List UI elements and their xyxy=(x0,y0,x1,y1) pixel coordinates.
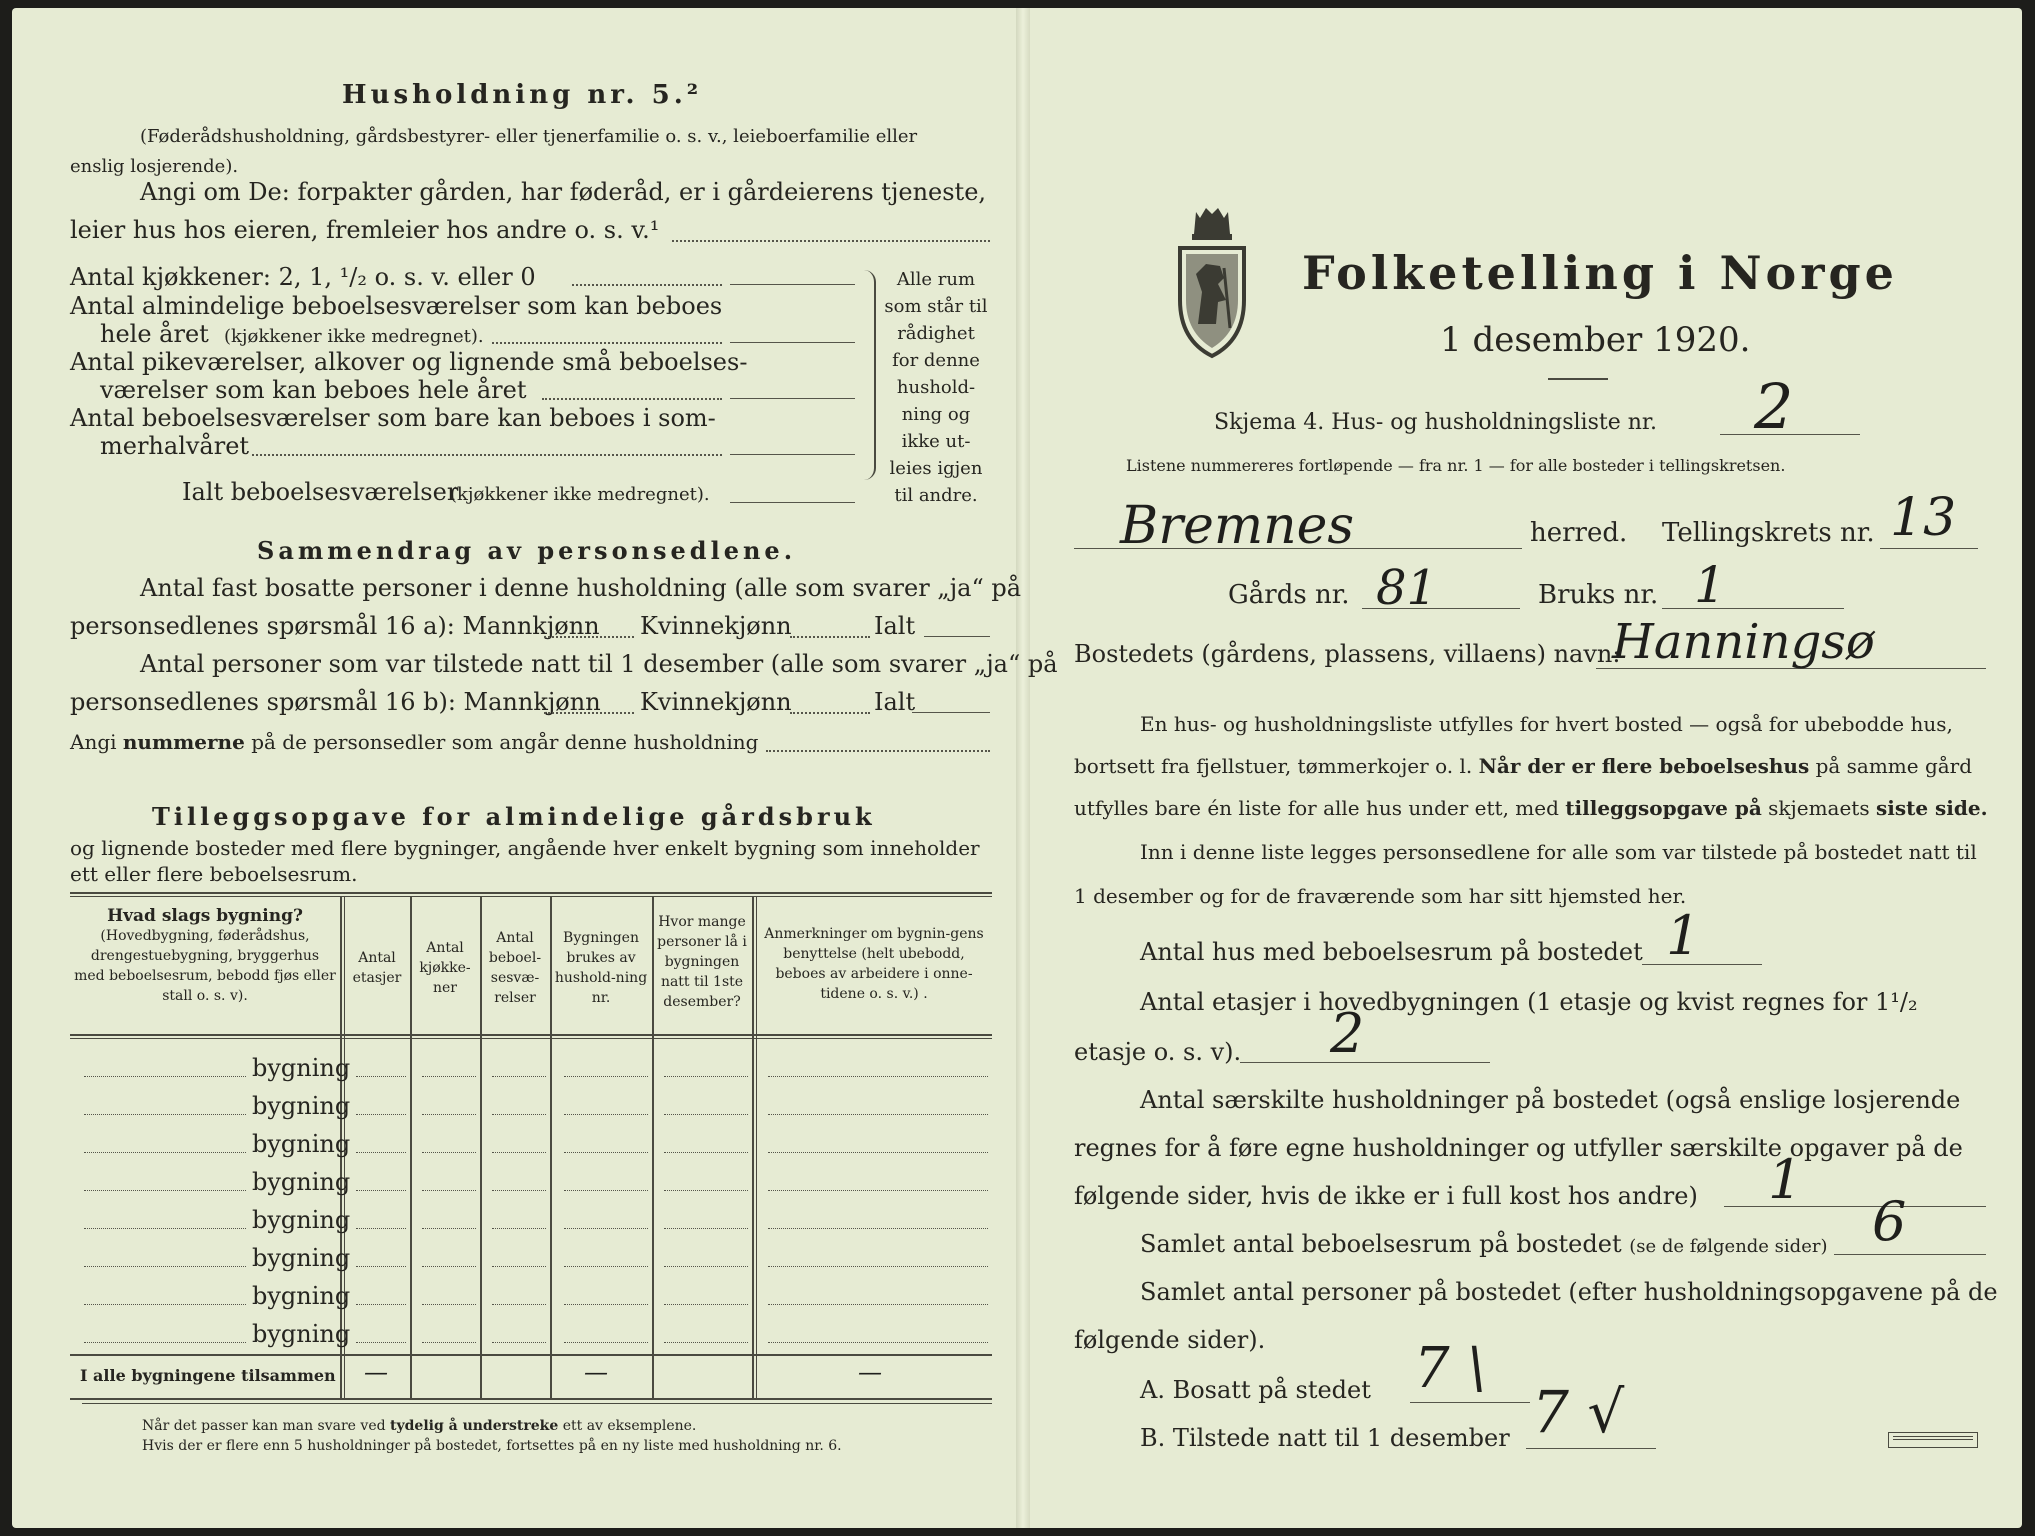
resident-female-field[interactable] xyxy=(790,636,870,638)
household-title: Husholdning nr. 5.² xyxy=(342,80,703,110)
resident-value: 7 \ xyxy=(1414,1336,1487,1401)
header-kitchens: Antal kjøkke-ner xyxy=(419,940,471,996)
tellingskrets-field[interactable] xyxy=(1880,548,1978,549)
summer-rooms-line2: merhalvåret xyxy=(100,432,250,460)
present-total-field[interactable] xyxy=(912,712,990,713)
instructions-line2: bortsett fra fjellstuer, tømmerkojer o. l. Når der er flere beboelseshus på samme gård xyxy=(1074,754,1973,778)
total-rooms-answer-line[interactable] xyxy=(730,502,855,503)
printer-stamp xyxy=(1888,1432,1978,1448)
total-rooms-bosted-label: Samlet antal beboelsesrum på bostedet (se de følgende sider) xyxy=(1140,1230,1828,1258)
total-rooms-bosted-value: 6 xyxy=(1872,1190,1907,1253)
bruks-value: 1 xyxy=(1694,556,1726,614)
resident-label: A. Bosatt på stedet xyxy=(1140,1376,1371,1404)
persons-line1: Samlet antal personer på bostedet (efter husholdningsopgavene på de xyxy=(1140,1278,1998,1306)
ordinary-rooms-note: (kjøkkener ikke medregnet). xyxy=(224,326,484,347)
bosted-label: Bostedets (gårdens, plassens, villaens) navn: xyxy=(1074,640,1621,668)
summary-title: Sammendrag av personsedlene. xyxy=(257,536,797,565)
summary-total-label-2: Ialt xyxy=(874,688,916,716)
total-floors-mark: — xyxy=(364,1358,388,1386)
footnote-line1: Når det passer kan man svare ved tydelig å understreke ett av eksemplene. xyxy=(142,1418,697,1434)
households-value: 1 xyxy=(1768,1148,1803,1211)
angi-nummerne-text: Angi nummerne på de personsedler som angår denne husholdning xyxy=(70,730,759,754)
summer-rooms-line1: Antal beboelsesværelser som bare kan beboes i som- xyxy=(70,404,716,432)
angi-om-answer-line[interactable] xyxy=(672,240,990,242)
summary-female-label-2: Kvinnekjønn xyxy=(640,688,792,716)
resident-total-field[interactable] xyxy=(924,636,990,637)
present-value: 7 √ xyxy=(1532,1378,1625,1446)
resident-male-field[interactable] xyxy=(544,636,634,638)
page-fold xyxy=(1016,8,1030,1528)
angi-om-line2: leier hus hos eieren, fremleier hos andre o. s. v.¹ xyxy=(70,216,660,244)
table-total-label: I alle bygningene tilsammen xyxy=(80,1366,336,1385)
present-label: B. Tilstede natt til 1 desember xyxy=(1140,1424,1510,1452)
census-form-sheet: Husholdning nr. 5.² (Føderådshusholdning, gårdsbestyrer- eller tjenerfamilie o. s. v., leieboerfamilie eller enslig losjerende). Angi om De: forpakter gården, har føderåd, er i gårdeierens tjeneste, leier hus hos eieren, fremleier hos andre o. s. v.¹ Antal kjøkkener: 2, 1, ¹/₂ o. s. v. eller 0 Antal almindelige beboelsesværelser som kan beboes hele året (kjøkkener ikke medregnet). Antal pikeværelser, alkover og lignende små beboelses- værelser som kan beboes hele året Antal beboelsesværelser som bare kan beboes i som- merhalvåret Ialt beboelsesværelser (kjøkkener ikke medregnet). Alle rum som står til rådighet for denne hushold- ning og ikke ut- leies igjen til andre. Sammendrag av personsedlene. Antal fast bosatte personer i denne husholdning (alle som svarer „ja“ på personsedlenes spørsmål 16 a): Mannkjønn Kvinnekjønn Ialt Antal personer som var tilstede natt til 1 desember (alle som svarer „ja“ på personsedlenes spørsmål 16 b): Mannkjønn Kvinnekjønn Ialt Angi nummerne på de personsedler som angår denne husholdning Tilleggsopgave for almindelige gårdsbruk og lignende bosteder med flere bygninger, angående hver enkelt bygning som inneholder ett eller flere beboelsesrum. Hvad slags bygning? (Hovedbygning, føderådshus, drengestuebygning, bryggerhus med beboelsesrum, bebodd fjøs eller stall o. s. v). Antal etasjer Antal kjøkke-ner Antal beboel-sesvæ-relser Bygningen brukes av hushold-ning nr. Hvor mange personer lå i bygningen natt til 1ste desember? Anmerkninger om bygnin-gens benyttelse (helt ubebodd, beboes av arbeidere i onne-tidene o. s. v.) . bygning bygning bygning bygning bygning bygning bygning bygning I alle bygningene tilsammen — — — Når det passer kan man svare ved tydelig å understreke ett av eksemplene. Hvis der er flere enn 5 husholdninger på bostedet, fortsettes på en ny liste med husholdning nr. 6. Folketelling i Norge 1 desember 1920. Skjema 4. Hus- og husholdningsliste nr. 2 Listene nummereres fortløpende — fra nr. 1 — for alle bosteder i tellingskretsen. Bremnes herred. Tellingskrets nr. 13 Gårds nr. 81 Bruks nr. 1 Bostedets (gårdens, plassens, villaens) navn: Hanningsø En hus- og husholdningsliste utfylles for hvert bosted — også for ubebodde hus, bortsett fra fjellstuer, tømmerkojer o. l. Når der er flere beboelseshus på samme gård utfylles bare én liste for alle hus under ett, med tilleggsopgave på skjemaets siste side. Inn i denne liste legges personsedlene for alle som var tilstede på bostedet natt til 1 desember og for de fraværende som har sitt hjemsted her. Antal hus med beboelsesrum på bostedet 1 Antal etasjer i hovedbygningen (1 etasje og kvist regnes for 1¹/₂ etasje o. s. v). 2 Antal særskilte husholdninger på bostedet (også enslige losjerende regnes for å føre egne husholdninger og utfyller særskilte opgaver på de følgende sider, hvis de ikke er i full kost hos andre) 1 Samlet antal beboelsesrum på bostedet (se de følgende sider) 6 Samlet antal personer på bostedet (efter husholdningsopgavene på de følgende sider). A. Bosatt på stedet 7 \ B. Tilstede natt til 1 desember 7 √ xyxy=(12,8,2022,1528)
maid-rooms-line1: Antal pikeværelser, alkover og lignende små beboelses- xyxy=(70,348,748,376)
instructions-line5: 1 desember og for de fraværende som har sitt hjemsted her. xyxy=(1074,884,1687,908)
total-rooms-bosted-field[interactable] xyxy=(1834,1254,1986,1255)
present-male-field[interactable] xyxy=(544,712,634,714)
tellingskrets-value: 13 xyxy=(1890,488,1957,548)
maid-rooms-line2: værelser som kan beboes hele året xyxy=(100,376,527,404)
ordinary-rooms-answer-line[interactable] xyxy=(730,342,855,343)
households-line2: regnes for å føre egne husholdninger og utfyller særskilte opgaver på de xyxy=(1074,1134,1963,1162)
person-numbers-field[interactable] xyxy=(766,750,990,752)
total-remarks-mark: — xyxy=(858,1358,882,1386)
houses-field[interactable] xyxy=(1642,964,1762,965)
total-rooms-label: Ialt beboelsesværelser xyxy=(182,478,459,506)
supplement-line1: og lignende bosteder med flere bygninger, angående hver enkelt bygning som inneholder xyxy=(70,836,980,860)
instructions-line1: En hus- og husholdningsliste utfylles for hvert bosted — også for ubebodde hus, xyxy=(1140,712,1953,736)
ordinary-rooms-line2: hele året xyxy=(100,320,209,348)
floors-field[interactable] xyxy=(1240,1062,1490,1063)
summary-line2: personsedlenes spørsmål 16 a): Mannkjønn xyxy=(70,612,600,640)
houses-value: 1 xyxy=(1666,904,1701,967)
houses-label: Antal hus med beboelsesrum på bostedet xyxy=(1140,938,1643,966)
instructions-line4: Inn i denne liste legges personsedlene for alle som var tilstede på bostedet natt til xyxy=(1140,840,1977,864)
numbering-note: Listene nummereres fortløpende — fra nr. 1 — for alle bosteder i tellingskretsen. xyxy=(1126,456,1786,475)
persons-line2: følgende sider). xyxy=(1074,1326,1266,1354)
supplement-title: Tilleggsopgave for almindelige gårdsbruk xyxy=(152,802,876,831)
floors-line1: Antal etasjer i hovedbygningen (1 etasje og kvist regnes for 1¹/₂ xyxy=(1140,988,1918,1016)
herred-value: Bremnes xyxy=(1120,496,1355,556)
summary-female-label-1: Kvinnekjønn xyxy=(640,612,792,640)
households-line1: Antal særskilte husholdninger på bostedet (også enslige losjerende xyxy=(1140,1086,1961,1114)
kitchens-answer-line[interactable] xyxy=(730,284,855,285)
total-rooms-note: (kjøkkener ikke medregnet). xyxy=(450,484,710,505)
herred-label: herred. xyxy=(1530,518,1628,548)
households-field[interactable] xyxy=(1724,1206,1986,1207)
supplement-line2: ett eller flere beboelsesrum. xyxy=(70,862,358,886)
footnote-line2: Hvis der er flere enn 5 husholdninger på bostedet, fortsettes på en ny liste med husholdning nr. 6. xyxy=(142,1438,842,1454)
form-date: 1 desember 1920. xyxy=(1440,320,1751,360)
header-remarks: Anmerkninger om bygnin-gens benyttelse (helt ubebodd, beboes av arbeidere i onne-tidene o. s. v.) . xyxy=(764,926,984,1002)
household-intro-line1: (Føderådshusholdning, gårdsbestyrer- eller tjenerfamilie o. s. v., leieboerfamilie eller xyxy=(140,126,918,147)
total-household-mark: — xyxy=(584,1358,608,1386)
floors-line2: etasje o. s. v). xyxy=(1074,1038,1242,1066)
household-intro-line2: enslig losjerende). xyxy=(70,156,239,177)
norwegian-coat-of-arms-icon xyxy=(1172,204,1252,360)
summary-line1: Antal fast bosatte personer i denne husholdning (alle som svarer „ja“ på xyxy=(140,574,1022,602)
header-floors: Antal etasjer xyxy=(352,950,402,986)
brace-note: Alle rum som står til rådighet for denne hushold- ning og ikke ut- leies igjen til andre. xyxy=(884,269,988,506)
header-rooms: Antal beboel-sesvæ-relser xyxy=(488,930,542,1006)
bruks-field[interactable] xyxy=(1662,608,1844,609)
skjema-label: Skjema 4. Hus- og husholdningsliste nr. xyxy=(1214,410,1657,435)
summary-total-label-1: Ialt xyxy=(874,612,916,640)
maid-rooms-answer-line[interactable] xyxy=(730,398,855,399)
resident-field[interactable] xyxy=(1410,1402,1530,1403)
header-household-no: Bygningen brukes av hushold-ning nr. xyxy=(554,930,648,1006)
gards-value: 81 xyxy=(1376,560,1438,616)
form-title: Folketelling i Norge xyxy=(1302,246,1898,300)
ordinary-rooms-line1: Antal almindelige beboelsesværelser som kan beboes xyxy=(70,292,723,320)
instructions-line3: utfylles bare én liste for alle hus under ett, med tilleggsopgave på skjemaets siste side. xyxy=(1074,796,1988,820)
present-field[interactable] xyxy=(1526,1448,1656,1449)
list-number-value: 2 xyxy=(1754,370,1794,443)
bosted-value: Hanningsø xyxy=(1612,614,1875,670)
tellingskrets-label: Tellingskrets nr. xyxy=(1662,518,1875,548)
kitchens-label: Antal kjøkkener: 2, 1, ¹/₂ o. s. v. eller 0 xyxy=(70,263,536,291)
rooms-brace xyxy=(860,270,876,480)
header-building-type: Hvad slags bygning? (Hovedbygning, føderådshus, drengestuebygning, bryggerhus med beboelsesrum, bebodd fjøs eller stall o. s. v). xyxy=(74,906,336,1004)
bruks-label: Bruks nr. xyxy=(1538,580,1659,610)
summer-rooms-answer-line[interactable] xyxy=(730,454,855,455)
summary-line4: personsedlenes spørsmål 16 b): Mannkjønn xyxy=(70,688,601,716)
angi-om-line1: Angi om De: forpakter gården, har føderåd, er i gårdeierens tjeneste, xyxy=(140,178,987,206)
households-line3: følgende sider, hvis de ikke er i full kost hos andre) xyxy=(1074,1182,1698,1210)
floors-value: 2 xyxy=(1330,1002,1365,1065)
header-persons: Hvor mange personer lå i bygningen natt til 1ste desember? xyxy=(657,914,747,1010)
summary-line3: Antal personer som var tilstede natt til 1 desember (alle som svarer „ja“ på xyxy=(140,650,1058,678)
present-female-field[interactable] xyxy=(790,712,870,714)
gards-label: Gårds nr. xyxy=(1228,580,1350,610)
